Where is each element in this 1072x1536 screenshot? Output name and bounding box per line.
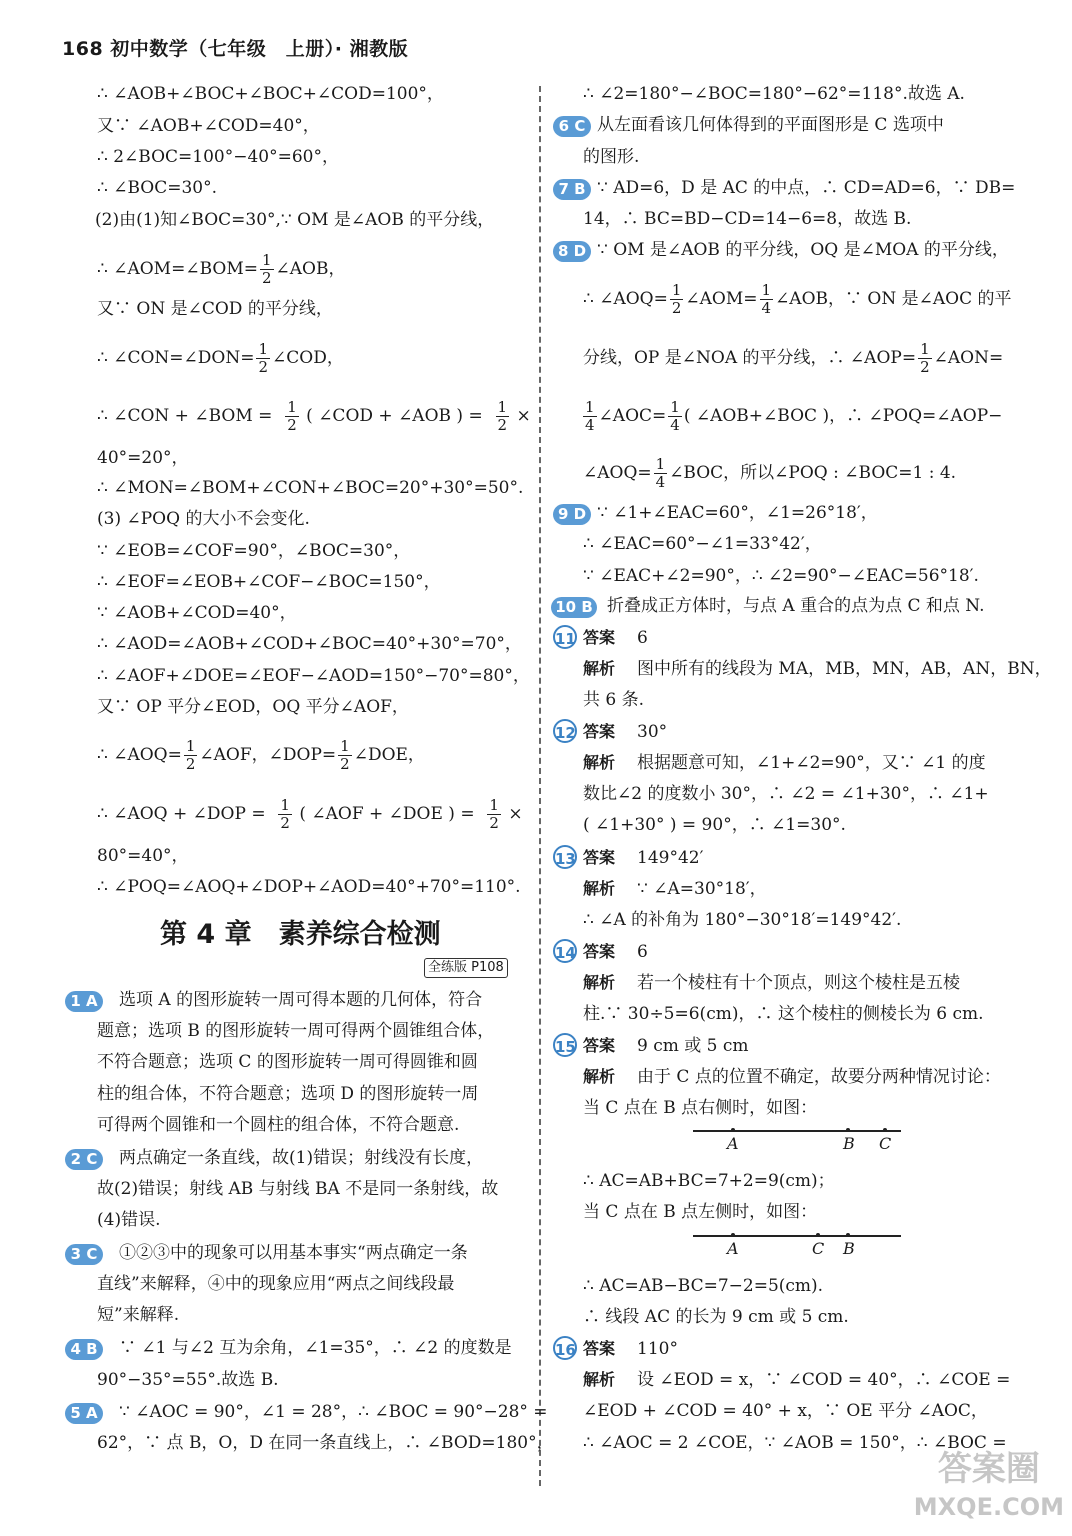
fraction: $\frac{1}{4}$ (585, 398, 595, 434)
text-line: ∠EOD + ∠COD = 40° + x，∵ OE 平分 ∠AOC， (583, 1401, 988, 1421)
text-line: ∴ ∠AOC = 2 ∠COE，∵ ∠AOB = 150°，∴ ∠BOC = (583, 1433, 1007, 1453)
text-line: 选项 A 的图形旋转一周可得本题的几何体，符合 (119, 990, 483, 1010)
line-segment (693, 1130, 901, 1132)
text-line: ∵ OM 是∠AOB 的平分线，OQ 是∠MOA 的平分线， (597, 240, 1009, 260)
fraction: $\frac{1}{2}$ (497, 398, 508, 434)
watermark-text: 答案圈 (937, 1449, 1040, 1489)
text-line: 从左面看该几何体得到的平面图形是 C 选项中 (597, 115, 944, 135)
question-number: 15 (553, 1033, 577, 1057)
text-line: 当 C 点在 B 点左侧时，如图： (583, 1202, 818, 1222)
text-line: ∴ AC=AB−BC=7−2=5(cm). (583, 1276, 824, 1296)
answer-badge: 3 C (65, 1244, 103, 1265)
fraction: $\frac{1}{2}$ (185, 737, 196, 773)
label-b: B (843, 1134, 855, 1153)
segment-figure-2 (693, 1231, 903, 1261)
text-line: 直线”来解释，④中的现象应用“两点之间线段最 (97, 1274, 455, 1294)
text-line: ∴ ∠2=180°−∠BOC=180°−62°=118°.故选 A. (583, 84, 965, 104)
formula-line: 分线，OP 是∠NOA 的平分线，∴ ∠AOP= $\frac{1}{2}$ ∠AON= (583, 340, 1004, 376)
text-line: 共 6 条. (583, 690, 645, 710)
text-line: 的图形. (583, 147, 640, 167)
text-line: 数比∠2 的度数小 30°，∴ ∠2 = ∠1+30°，∴ ∠1+ (583, 784, 989, 804)
fraction: $\frac{1}{2}$ (340, 737, 350, 773)
watermark-url: MXQE.COM (913, 1493, 1064, 1521)
answer-badge: 6 C (553, 116, 591, 137)
answer-line: 答案 110° (583, 1339, 678, 1359)
text-line: ∴ ∠AOB+∠BOC+∠BOC+∠COD=100°， (97, 84, 444, 104)
text-line: ∵ ∠1 与∠2 互为余角，∠1=35°，∴ ∠2 的度数是 (119, 1338, 512, 1358)
point-c (816, 1233, 820, 1237)
text-line: ∴ ∠MON=∠BOM+∠CON+∠BOC=20°+30°=50°. (97, 478, 524, 498)
text: ∴ ∠AOM=∠BOM= (97, 259, 258, 279)
watermark-logo (914, 1450, 1064, 1526)
text-line: 柱.∵ 30÷5=6(cm)，∴ 这个棱柱的侧棱长为 6 cm. (583, 1004, 984, 1024)
text-line: 62°，∵ 点 B，O，D 在同一条直线上，∴ ∠BOD=180°， (97, 1433, 554, 1453)
question-number: 12 (553, 719, 577, 743)
answer-badge: 8 D (553, 241, 591, 262)
explanation-line: 解析 若一个棱柱有十个顶点，则这个棱柱是五棱 (583, 973, 961, 993)
fraction: $\frac{1}{2}$ (671, 281, 682, 317)
point-b (846, 1233, 850, 1237)
text-line: ∵ ∠EOB=∠COF=90°，∠BOC=30°， (97, 541, 411, 561)
label-c: C (879, 1134, 892, 1153)
text-line: 当 C 点在 B 点右侧时，如图： (583, 1098, 818, 1118)
fraction: $\frac{1}{4}$ (655, 455, 666, 491)
text-line: ∵ AD=6，D 是 AC 的中点，∴ CD=AD=6，∵ DB= (597, 178, 1016, 198)
text-line: 14，∴ BC=BD−CD=14−6=8，故选 B. (583, 209, 912, 229)
text-line: ①②③中的现象可以用基本事实“两点确定一条 (119, 1243, 468, 1263)
answer-badge: 1 A (65, 991, 103, 1012)
text: ∠AOB， (275, 259, 346, 279)
formula-line: ∴ ∠CON + ∠BOM = $\frac{1}{2}$ ( ∠COD + ∠AOB ) = $\frac{1}{2}$ × (97, 398, 531, 434)
text-line: ∴ AC=AB+BC=7+2=9(cm)； (583, 1171, 835, 1191)
text-line: ∵ ∠AOC = 90°，∠1 = 28°，∴ ∠BOC = 90°−28° = (119, 1402, 548, 1422)
explanation-line: 解析 设 ∠EOD = x，∵ ∠COD = 40°，∴ ∠COE = (583, 1370, 1011, 1390)
formula-line: ∴ ∠AOQ + ∠DOP = $\frac{1}{2}$ ( ∠AOF + ∠DOE ) = $\frac{1}{2}$ × (97, 796, 523, 832)
text-line: (4)错误. (97, 1210, 161, 1230)
fraction: $\frac{1}{2}$ (258, 340, 269, 376)
text-line: 又∵ ON 是∠COD 的平分线， (97, 299, 333, 319)
text-line: 90°−35°=55°.故选 B. (97, 1370, 279, 1390)
text: ∴ ∠CON=∠DON= (97, 348, 255, 368)
text-line: ∴ ∠A 的补角为 180°−30°18′=149°42′. (583, 910, 902, 930)
text-line: 可得两个圆锥和一个圆柱的组合体，不符合题意. (97, 1115, 460, 1135)
text-line: 两点确定一条直线，故(1)错误；射线没有长度， (119, 1148, 484, 1168)
fraction: $\frac{1}{2}$ (261, 251, 272, 287)
text-line: ∵ ∠EAC+∠2=90°，∴ ∠2=90°−∠EAC=56°18′. (583, 566, 979, 586)
formula-line: ∠AOQ= $\frac{1}{4}$ ∠BOC，所以∠POQ : ∠BOC=1 : 4. (583, 455, 957, 491)
text-line: ∴ ∠POQ=∠AOQ+∠DOP+∠AOD=40°+70°=110°. (97, 877, 521, 897)
text-line: ∴ ∠BOC=30°. (97, 178, 217, 198)
answer-line: 答案 6 (583, 942, 648, 962)
label-a: A (727, 1239, 739, 1258)
text-line: 40°=20°， (97, 448, 189, 468)
answer-badge: 9 D (553, 504, 591, 525)
question-number: 11 (553, 625, 577, 649)
text-line: (3) ∠POQ 的大小不会变化. (97, 509, 310, 529)
answer-line: 答案 30° (583, 722, 668, 742)
explanation-line: 解析 图中所有的线段为 MA，MB，MN，AB，AN，BN， (583, 659, 1052, 679)
text-line: ∵ ∠AOB+∠COD=40°， (97, 603, 297, 623)
label-a: A (727, 1134, 739, 1153)
text-line: 又∵ ∠AOB+∠COD=40°， (97, 116, 320, 136)
answer-badge: 4 B (65, 1339, 103, 1360)
text-line: 不符合题意；选项 C 的图形旋转一周可得圆锥和圆 (97, 1052, 478, 1072)
line-segment (693, 1235, 901, 1237)
text-line: ∴ ∠AOD=∠AOB+∠COD+∠BOC=40°+30°=70°， (97, 634, 522, 654)
answer-line: 答案 9 cm 或 5 cm (583, 1036, 749, 1056)
reference-tag: 全练版 P108 (424, 958, 508, 978)
question-number: 16 (553, 1336, 577, 1360)
text-line: 折叠成正方体时，与点 A 重合的点为点 C 和点 N. (607, 596, 985, 616)
point-c (883, 1128, 887, 1132)
answer-badge: 5 A (65, 1403, 103, 1424)
question-number: 13 (553, 845, 577, 869)
text-line: 题意；选项 B 的图形旋转一周可得两个圆锥组合体， (97, 1021, 495, 1041)
answer-badge: 10 B (551, 597, 597, 618)
formula-line (97, 341, 344, 376)
point-a (731, 1128, 735, 1132)
formula-line: ∴ ∠AOQ= $\frac{1}{2}$ ∠AOF，∠DOP= $\frac{1}{2}$ ∠DOE， (97, 737, 425, 773)
answer-line: 答案 6 (583, 628, 648, 648)
text-line: (2)由(1)知∠BOC=30°,∵ OM 是∠AOB 的平分线， (95, 210, 495, 230)
label-c: C (812, 1239, 825, 1258)
point-a (731, 1233, 735, 1237)
chapter-title: 第 4 章 素养综合检测 (160, 919, 441, 950)
text-line: ∴ ∠AOF+∠DOE=∠EOF−∠AOD=150°−70°=80°， (97, 666, 530, 686)
fraction: $\frac{1}{4}$ (670, 398, 680, 434)
text-line: 短”来解释. (97, 1305, 180, 1325)
text-line: ( ∠1+30° ) = 90°，∴ ∠1=30°. (583, 815, 846, 835)
text: ∠COD， (272, 348, 344, 368)
formula-line (97, 252, 345, 287)
column-divider (539, 86, 541, 1486)
segment-figure-1 (693, 1126, 903, 1156)
point-b (846, 1128, 850, 1132)
text-line: 故(2)错误；射线 AB 与射线 BA 不是同一条射线，故 (97, 1179, 499, 1199)
text-line: 又∵ OP 平分∠EOD，OQ 平分∠AOF， (97, 697, 409, 717)
fraction: $\frac{1}{2}$ (280, 796, 290, 832)
text-line: ∴ ∠EOF=∠EOB+∠COF−∠BOC=150°， (97, 572, 441, 592)
text-line: ∴ 线段 AC 的长为 9 cm 或 5 cm. (583, 1307, 849, 1327)
label-b: B (843, 1239, 855, 1258)
fraction: $\frac{1}{4}$ (761, 281, 772, 317)
fraction: $\frac{1}{2}$ (489, 796, 499, 832)
explanation-line: 解析 根据题意可知，∠1+∠2=90°，又∵ ∠1 的度 (583, 753, 986, 773)
text-line: 柱的组合体，不符合题意；选项 D 的图形旋转一周 (97, 1084, 479, 1104)
text-line: ∵ ∠1+∠EAC=60°，∠1=26°18′， (597, 503, 878, 523)
fraction: $\frac{1}{2}$ (920, 340, 930, 376)
answer-badge: 2 C (65, 1149, 103, 1170)
formula-line: $\frac{1}{4}$ ∠AOC= $\frac{1}{4}$ ( ∠AOB+∠BOC )，∴ ∠POQ=∠AOP− (585, 398, 1003, 434)
explanation-line: 解析 ∵ ∠A=30°18′， (583, 879, 767, 899)
formula-line: ∴ ∠AOQ= $\frac{1}{2}$ ∠AOM= $\frac{1}{4}$ ∠AOB，∵ ON 是∠AOC 的平 (583, 281, 1012, 317)
text-line: ∴ 2∠BOC=100°−40°=60°， (97, 147, 339, 167)
text-line: ∴ ∠EAC=60°−∠1=33°42′， (583, 534, 822, 554)
page-header: 168 初中数学（七年级 上册）· 湘教版 (62, 38, 409, 60)
text-line: 80°=40°， (97, 846, 189, 866)
explanation-line: 解析 由于 C 点的位置不确定，故要分两种情况讨论： (583, 1067, 1001, 1087)
answer-badge: 7 B (553, 179, 591, 200)
question-number: 14 (553, 939, 577, 963)
answer-line: 答案 149°42′ (583, 848, 704, 868)
fraction: $\frac{1}{2}$ (287, 398, 297, 434)
